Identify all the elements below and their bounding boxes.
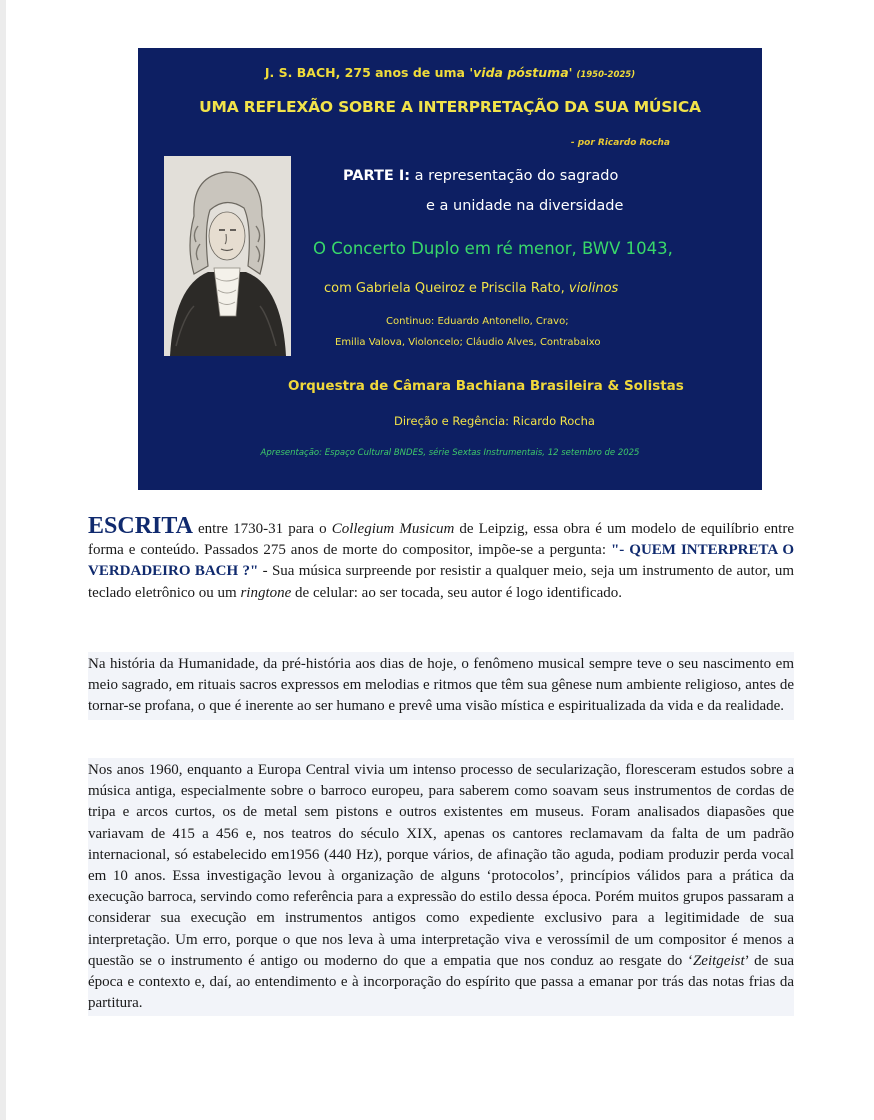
banner-title-text: J. S. BACH, 275 anos de uma (264, 65, 470, 80)
p1-text-c: - Sua música surpreende por resistir a qualquer meio, seja um instrumento de autor, um teclado eletrônico ou um (88, 563, 794, 601)
p1-text-b: de Leipzig, essa obra é um modelo de equilíbrio entre forma e conteúdo. Passados 275 anos de morte do compositor, impõe-se a pergunta: (88, 521, 794, 559)
p3-text-b: ’ de sua época e contexto e, daí, ao entendimento e à incorporação do espírito que passa a emanar por trás das notas frias da partitura. (88, 952, 794, 1012)
banner-byline: - por Ricardo Rocha (570, 138, 670, 148)
p3-text-a: Nos anos 1960, enquanto a Europa Central vivia um intenso processo de secularização, floresceram estudos sobre a música antiga, especialmente sobre o barroco europeu, para saberem como soavam seus instrumentos de cordas de tripa e arcos curtos, os de metal sem pistons e outros existentes em museus. Foram analisados diapasões que variavam de 415 a 456 e, nos teatros do século XIX, apenas os cantores reclamavam da falta de um padrão internacional, só estabelecido em1956 (440 Hz), porque vários, de afinação tão aguda, podiam produzir perda vocal em 10 anos. Essa investigação levou à organização de alguns ‘protocolos’, princípios válidos para a prática da execução barroca, servindo como referência para a expressão do estilo dessa época. Porém muitos grupos passaram a considerar sua execução em instrumentos antigos como expediente exclusivo para a legitimidade de sua interpretação. Um erro, porque o que nos leva à uma interpretação viva e verossímil de um compositor é menos a questão se o instrumento é antigo ou moderno do que a empatia que nos conduz ao resgate do ‘ (88, 762, 794, 969)
p1-italic-collegium: Collegium Musicum (331, 521, 455, 537)
paragraph-3 (88, 758, 794, 1016)
banner-subtitle: UMA REFLEXÃO SOBRE A INTERPRETAÇÃO DA SUA MÚSICA (199, 98, 701, 116)
p1-question: "- QUEM INTERPRETA O VERDADEIRO BACH ?" (88, 542, 794, 580)
part-line-1: a representação do sagrado (410, 168, 619, 184)
direction-credit: Direção e Regência: Ricardo Rocha (394, 414, 595, 428)
soloists-instrument: violinos (568, 281, 619, 296)
part-label: PARTE I: (343, 168, 411, 184)
bach-portrait (164, 156, 291, 356)
p1-italic-ringtone: ringtone (240, 584, 292, 601)
p1-text-d: de celular: ao ser tocada, seu autor é logo identificado. (291, 584, 622, 601)
paragraph-1 (88, 513, 794, 604)
orchestra-name: Orquestra de Câmara Bachiana Brasileira & Solistas (288, 378, 684, 394)
banner-title-years: (1950-2025) (576, 70, 636, 80)
soloists (324, 281, 618, 296)
continuo-line-1: Continuo: Eduardo Antonello, Cravo; (386, 316, 569, 327)
part-line-2: e a unidade na diversidade (426, 198, 624, 214)
continuo-line-2: Emilia Valova, Violoncelo; Cláudio Alves, Contrabaixo (335, 337, 601, 348)
soloists-names: com Gabriela Queiroz e Priscila Rato, (324, 281, 569, 296)
banner-title-italic: 'vida póstuma' (469, 65, 573, 80)
part-heading (343, 168, 618, 184)
presentation-info: Apresentação: Espaço Cultural BNDES, série Sextas Instrumentais, 12 setembro de 2025 (260, 448, 640, 458)
page-edge (0, 0, 6, 1120)
paragraph-2: Na história da Humanidade, da pré-história aos dias de hoje, o fenômeno musical sempre teve o seu nascimento em meio sagrado, em rituais sacros expressos em melodias e ritmos que têm sua gênese num ambiente religioso, antes de tornar-se profana, o que é inerente ao ser humano e prevê uma visão mística e espiritualizada da vida e da realidade. (88, 652, 794, 720)
lead-word: ESCRITA (88, 513, 193, 539)
concert-banner (138, 48, 762, 490)
p1-text-a: entre 1730-31 para o (192, 521, 332, 537)
concert-title: O Concerto Duplo em ré menor, BWV 1043, (313, 239, 673, 258)
banner-title (138, 65, 762, 80)
p3-italic-zeitgeist: Zeitgeist (692, 952, 745, 969)
